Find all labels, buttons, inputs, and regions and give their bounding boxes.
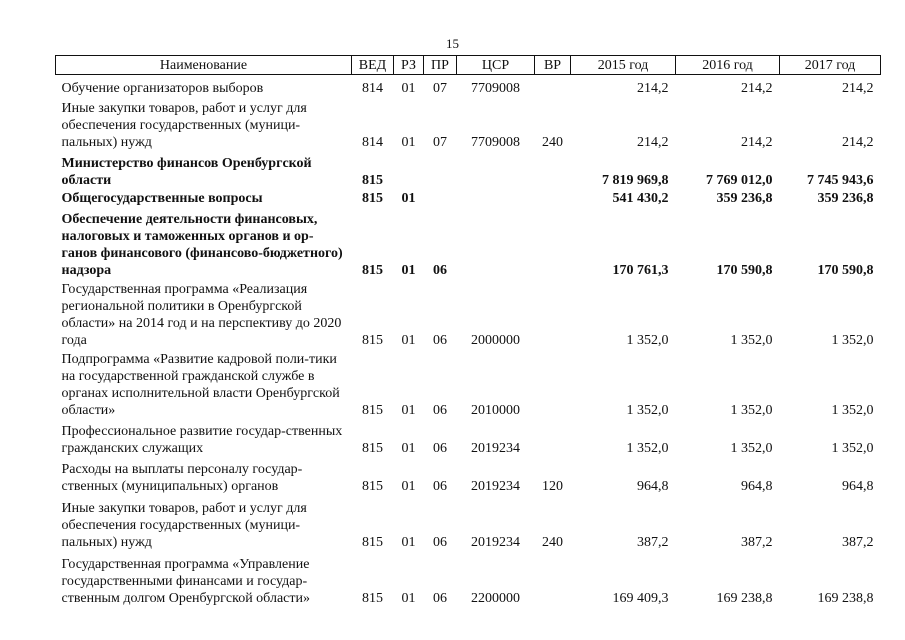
- header-ved: ВЕД: [352, 56, 394, 75]
- row-2016: 214,2: [741, 81, 773, 96]
- row-2016: 1 352,0: [730, 441, 773, 456]
- table-row: [56, 349, 881, 419]
- row-ved: 815: [362, 191, 383, 206]
- row-pr: 06: [433, 535, 447, 550]
- row-2017: 170 590,8: [817, 263, 874, 278]
- row-rz: 01: [401, 81, 416, 96]
- row-name: Подпрограмма «Развитие кадровой поли-тики на государственной гражданской службе в органах исполнительной власти Оренбургской области»: [61, 352, 340, 418]
- row-2015: 214,2: [637, 135, 669, 150]
- row-csr: 2200000: [471, 591, 520, 606]
- row-csr: 2019234: [471, 441, 520, 456]
- header-rz: РЗ: [394, 56, 424, 75]
- row-2016: 214,2: [741, 135, 773, 150]
- row-2017: 1 352,0: [831, 333, 874, 348]
- row-rz: 01: [401, 441, 416, 456]
- row-rz: 01: [401, 191, 416, 206]
- row-csr: [457, 189, 535, 207]
- table-row: [56, 495, 881, 551]
- row-2015: 169 409,3: [612, 591, 669, 606]
- header-csr: ЦСР: [457, 56, 535, 75]
- row-2017: 169 238,8: [817, 591, 874, 606]
- row-ved: 815: [362, 535, 383, 550]
- row-pr: 07: [433, 135, 447, 150]
- table-row: [56, 419, 881, 457]
- row-2015: 1 352,0: [626, 333, 669, 348]
- row-ved: 815: [362, 441, 383, 456]
- row-rz: 01: [401, 263, 416, 278]
- row-2016: 359 236,8: [716, 191, 773, 206]
- row-ved: 815: [362, 333, 383, 348]
- row-csr: 2019234: [471, 479, 520, 494]
- row-2016: 1 352,0: [730, 403, 773, 418]
- row-2016: 1 352,0: [730, 333, 773, 348]
- row-2017: 214,2: [842, 135, 874, 150]
- table-row: [56, 151, 881, 189]
- row-pr: [424, 151, 457, 189]
- row-vr: [535, 189, 571, 207]
- row-2016: 7 769 012,0: [706, 173, 773, 188]
- row-rz: 01: [401, 535, 416, 550]
- row-2017: 964,8: [842, 479, 874, 494]
- row-ved: 814: [362, 135, 383, 150]
- row-2015: 964,8: [637, 479, 669, 494]
- row-2015: 387,2: [637, 535, 669, 550]
- row-2015: 1 352,0: [626, 403, 669, 418]
- row-csr: 7709008: [471, 135, 520, 150]
- row-ved: 815: [362, 403, 383, 418]
- row-rz: 01: [401, 403, 416, 418]
- row-rz: 01: [401, 479, 416, 494]
- row-2016: 964,8: [741, 479, 773, 494]
- table-row: [56, 75, 881, 98]
- row-2017: 1 352,0: [831, 403, 874, 418]
- row-ved: 815: [362, 591, 383, 606]
- row-name: Профессиональное развитие государ-ственных гражданских служащих: [61, 424, 343, 456]
- row-2015: 541 430,2: [612, 191, 669, 206]
- page-number: 15: [446, 36, 459, 51]
- row-name: Иные закупки товаров, работ и услуг для обеспечения государственных (муници-пальных) нужд: [61, 501, 307, 550]
- row-name: Иные закупки товаров, работ и услуг для обеспечения государственных (муници-пальных) нужд: [61, 101, 307, 150]
- row-2016: 170 590,8: [716, 263, 773, 278]
- row-pr: 06: [433, 479, 447, 494]
- row-2017: 7 745 943,6: [807, 173, 874, 188]
- row-2015: 214,2: [637, 81, 669, 96]
- row-2017: 387,2: [842, 535, 874, 550]
- row-vr: [535, 151, 571, 189]
- row-csr: 2010000: [471, 403, 520, 418]
- row-name: Обучение организаторов выборов: [61, 81, 264, 96]
- row-2017: 214,2: [842, 81, 874, 96]
- row-pr: [424, 189, 457, 207]
- row-vr: [535, 207, 571, 279]
- row-ved: 814: [362, 81, 383, 96]
- row-2016: 169 238,8: [716, 591, 773, 606]
- row-rz: 01: [401, 591, 416, 606]
- row-vr: [535, 75, 571, 98]
- row-name: Государственная программа «Реализация региональной политики в Оренбургской области» на 2014 год и на перспективу до 2020 года: [61, 282, 342, 348]
- row-csr: 2019234: [471, 535, 520, 550]
- header-vr: ВР: [535, 56, 571, 75]
- row-vr: 120: [542, 479, 563, 494]
- row-ved: 815: [362, 263, 383, 278]
- header-name: Наименование: [56, 56, 352, 75]
- row-2017: 1 352,0: [831, 441, 874, 456]
- row-rz: 01: [401, 333, 416, 348]
- table-row: [56, 97, 881, 151]
- header-2016: 2016 год: [676, 56, 780, 75]
- row-pr: 06: [433, 333, 447, 348]
- row-name: Общегосударственные вопросы: [61, 191, 263, 206]
- row-name: Министерство финансов Оренбургской области: [61, 156, 312, 188]
- row-2015: 1 352,0: [626, 441, 669, 456]
- row-name: Обеспечение деятельности финансовых, налоговых и таможенных органов и ор-ганов финансового (финансово-бюджетного) надзора: [61, 212, 343, 278]
- table-header-row: [56, 56, 881, 75]
- header-2015: 2015 год: [571, 56, 676, 75]
- row-name: Расходы на выплаты персоналу государ-ственных (муниципальных) органов: [61, 462, 303, 494]
- row-csr: 2000000: [471, 333, 520, 348]
- row-pr: 06: [433, 441, 447, 456]
- row-csr: [457, 207, 535, 279]
- table-row: [56, 551, 881, 607]
- row-rz: [394, 151, 424, 189]
- row-2017: 359 236,8: [817, 191, 874, 206]
- row-ved: 815: [362, 479, 383, 494]
- header-2017: 2017 год: [780, 56, 881, 75]
- row-vr: [535, 279, 571, 349]
- row-2015: 7 819 969,8: [602, 173, 669, 188]
- table-row: [56, 457, 881, 495]
- row-vr: [535, 349, 571, 419]
- row-csr: 7709008: [471, 81, 520, 96]
- row-ved: 815: [362, 173, 383, 188]
- header-pr: ПР: [424, 56, 457, 75]
- row-csr: [457, 151, 535, 189]
- row-2016: 387,2: [741, 535, 773, 550]
- budget-table: [55, 55, 881, 607]
- row-2015: 170 761,3: [612, 263, 669, 278]
- row-pr: 06: [433, 591, 447, 606]
- row-vr: [535, 419, 571, 457]
- row-pr: 06: [433, 403, 447, 418]
- row-vr: 240: [542, 535, 563, 550]
- row-vr: 240: [542, 135, 563, 150]
- row-name: Государственная программа «Управление государственными финансами и государ-ственным долгом Оренбургской области»: [61, 557, 310, 606]
- row-pr: 06: [433, 263, 447, 278]
- row-rz: 01: [401, 135, 416, 150]
- table-row: [56, 189, 881, 207]
- table-row: [56, 207, 881, 279]
- row-vr: [535, 551, 571, 607]
- row-pr: 07: [433, 81, 447, 96]
- table-row: [56, 279, 881, 349]
